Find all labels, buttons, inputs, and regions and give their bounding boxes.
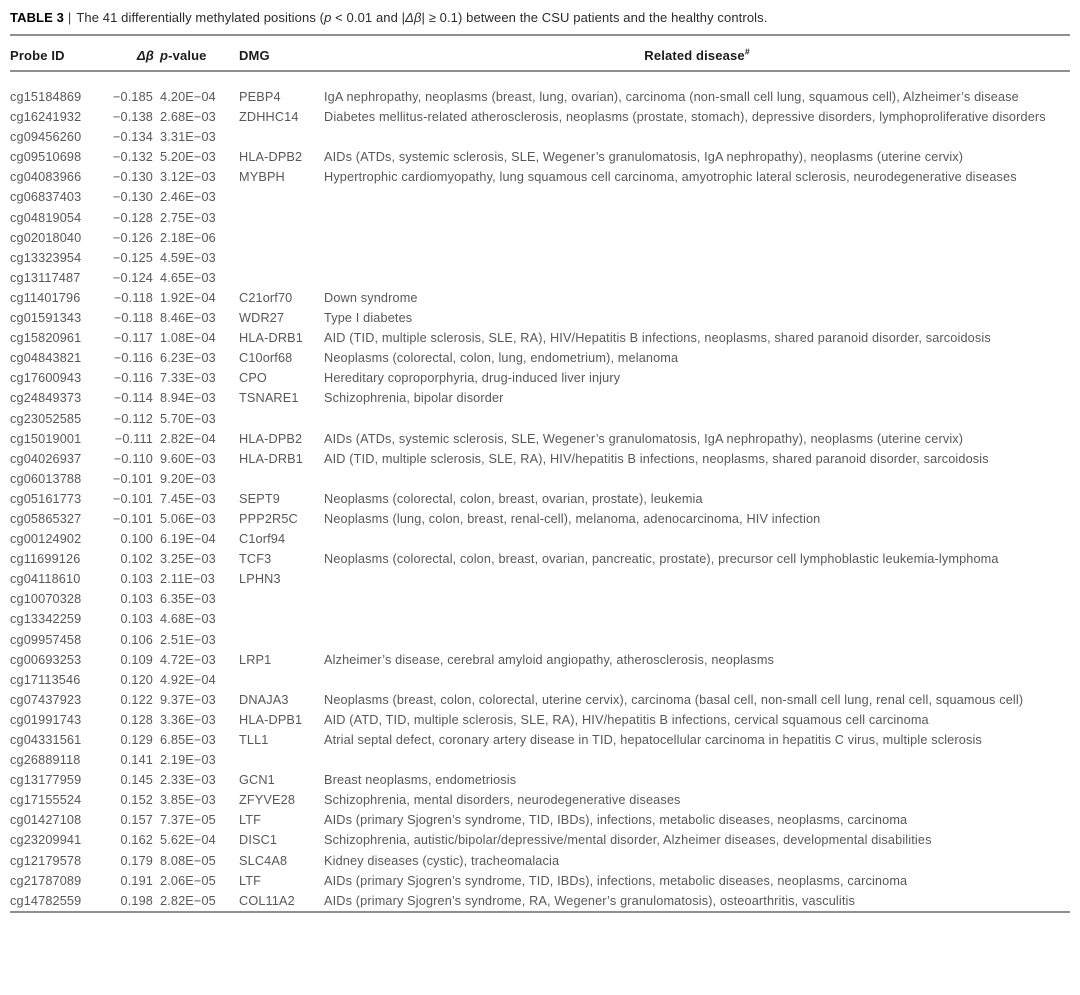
dmg-cell: PPP2R5C (239, 511, 298, 526)
dmg-cell (239, 187, 324, 207)
p-value-cell: 7.33E−03 (160, 371, 216, 386)
probe-id-cell: cg11401796 (10, 290, 81, 305)
dmg-cell: HLA-DRB1 (239, 451, 303, 466)
delta-beta-cell: −0.101 (112, 471, 153, 486)
delta-beta-cell: 0.145 (120, 773, 153, 788)
table-row (10, 127, 1070, 147)
dmg-cell: SLC4A8 (239, 853, 288, 868)
related-disease-cell: Hereditary coproporphyria, drug-induced liver injury (324, 371, 621, 386)
dmg-cell: CPO (239, 371, 267, 386)
related-disease-cell: Schizophrenia, bipolar disorder (324, 391, 504, 406)
dmg-cell: LRP1 (239, 652, 272, 667)
table-row (10, 730, 1070, 750)
table-row (10, 650, 1070, 670)
probe-id-cell: cg01991743 (10, 712, 82, 727)
probe-id-cell: cg04118610 (10, 572, 81, 587)
dmg-cell (239, 589, 324, 609)
related-disease-cell: AIDs (ATDs, systemic sclerosis, SLE, Wegener’s granulomatosis, IgA nephropathy), neoplasms (uterine cervix) (324, 431, 964, 446)
related-disease-cell (324, 127, 1070, 147)
delta-beta-cell: 0.179 (120, 853, 153, 868)
table-bottom-rule (10, 911, 1070, 913)
p-value-cell: 2.82E−05 (160, 893, 216, 908)
dmg-cell: DNAJA3 (239, 692, 289, 707)
dmg-cell (239, 248, 324, 268)
p-value-cell: 2.82E−04 (160, 431, 216, 446)
probe-id-cell: cg04819054 (10, 210, 82, 225)
col-header-probe-id: Probe ID (10, 36, 112, 71)
dmg-cell: GCN1 (239, 773, 275, 788)
dmg-cell (239, 670, 324, 690)
p-value-cell: 2.75E−03 (160, 210, 216, 225)
p-value-cell: 4.68E−03 (160, 612, 216, 627)
related-disease-cell: Type I diabetes (324, 311, 413, 326)
table-caption-delta-beta-symbol: Δβ (405, 10, 422, 25)
probe-id-cell: cg21787089 (10, 873, 82, 888)
probe-id-cell: cg07437923 (10, 692, 82, 707)
table-row (10, 268, 1070, 288)
related-disease-cell: Schizophrenia, mental disorders, neurodegenerative diseases (324, 793, 681, 808)
table-row (10, 469, 1070, 489)
probe-id-cell: cg13323954 (10, 250, 82, 265)
probe-id-cell: cg14782559 (10, 893, 82, 908)
table-row (10, 569, 1070, 589)
dmg-cell: C21orf70 (239, 290, 293, 305)
table-row (10, 509, 1070, 529)
table-row (10, 208, 1070, 228)
probe-id-cell: cg00693253 (10, 652, 82, 667)
probe-id-cell: cg15820961 (10, 331, 82, 346)
probe-id-cell: cg04843821 (10, 351, 82, 366)
p-value-cell: 7.45E−03 (160, 491, 216, 506)
related-disease-cell (324, 750, 1070, 770)
related-disease-cell (324, 670, 1070, 690)
delta-beta-cell: −0.185 (112, 90, 153, 104)
table-row (10, 429, 1070, 449)
delta-beta-cell: 0.122 (120, 692, 153, 707)
col-header-p-value: p-value (160, 36, 239, 71)
related-disease-cell: Atrial septal defect, coronary artery disease in TID, hepatocellular carcinoma in hepatitis C virus, multiple sclerosis (324, 733, 982, 747)
related-disease-cell: Neoplasms (colorectal, colon, breast, ovarian, prostate), leukemia (324, 491, 703, 506)
delta-beta-cell: 0.198 (120, 893, 153, 908)
p-value-cell: 6.85E−03 (160, 733, 216, 747)
table-row (10, 830, 1070, 850)
p-value-cell: 2.18E−06 (160, 230, 216, 245)
p-value-cell: 4.59E−03 (160, 250, 216, 265)
p-value-cell: 1.08E−04 (160, 331, 216, 346)
dmg-cell: COL11A2 (239, 893, 295, 908)
dmg-cell (239, 409, 324, 429)
probe-id-cell: cg06013788 (10, 471, 82, 486)
table-row (10, 690, 1070, 710)
related-disease-cell (324, 409, 1070, 429)
delta-beta-cell: −0.128 (112, 210, 153, 225)
p-value-cell: 6.23E−03 (160, 351, 216, 366)
delta-beta-cell: −0.112 (113, 411, 153, 426)
table-row (10, 710, 1070, 730)
p-value-cell: 2.46E−03 (160, 190, 216, 205)
related-disease-cell: Neoplasms (breast, colon, colorectal, uterine cervix), carcinoma (basal cell, non-small cell lung, renal cell, squamous cell) (324, 692, 1024, 707)
delta-beta-cell: −0.132 (112, 150, 153, 165)
p-value-cell: 3.85E−03 (160, 793, 216, 808)
probe-id-cell: cg01427108 (10, 813, 82, 828)
dmg-cell: DISC1 (239, 833, 278, 848)
delta-beta-cell: −0.101 (112, 511, 153, 526)
delta-beta-cell: −0.124 (112, 270, 153, 285)
probe-id-cell: cg00124902 (10, 532, 82, 547)
table-row (10, 891, 1070, 911)
table-caption-label: TABLE 3 (10, 10, 64, 25)
delta-beta-cell: 0.102 (120, 552, 153, 567)
delta-beta-cell: −0.114 (113, 391, 153, 406)
p-value-cell: 9.60E−03 (160, 451, 216, 466)
related-disease-cell: Hypertrophic cardiomyopathy, lung squamous cell carcinoma, amyotrophic lateral sclerosis, neurodegenerative diseases (324, 170, 1017, 185)
delta-beta-cell: −0.138 (112, 110, 153, 125)
delta-beta-cell: 0.128 (120, 712, 153, 727)
probe-id-cell: cg04083966 (10, 170, 82, 185)
dmg-cell: C1orf94 (239, 532, 286, 547)
delta-beta-cell: −0.134 (112, 130, 153, 145)
table-row (10, 107, 1070, 127)
probe-id-cell: cg04331561 (10, 733, 82, 747)
probe-id-cell: cg15184869 (10, 90, 82, 104)
dmg-cell: TLL1 (239, 733, 269, 747)
related-disease-cell: AID (ATD, TID, multiple sclerosis, SLE, RA), HIV/hepatitis B infections, cervical squamous cell carcinoma (324, 712, 929, 727)
p-value-cell: 7.37E−05 (160, 813, 216, 828)
table-row (10, 670, 1070, 690)
dmg-cell (239, 268, 324, 288)
p-value-cell: 5.06E−03 (160, 511, 216, 526)
col-header-dmg: DMG (239, 36, 324, 71)
p-value-cell: 3.25E−03 (160, 552, 216, 567)
table-row (10, 248, 1070, 268)
dmg-cell: MYBPH (239, 170, 285, 185)
table-row (10, 147, 1070, 167)
delta-beta-cell: −0.125 (112, 250, 153, 265)
related-disease-cell (324, 208, 1070, 228)
p-value-cell: 3.36E−03 (160, 712, 216, 727)
dmg-cell: PEBP4 (239, 90, 281, 104)
table-row (10, 449, 1070, 469)
probe-id-cell: cg05865327 (10, 511, 82, 526)
col-header-delta-beta: Δβ (112, 36, 160, 71)
p-value-cell: 8.46E−03 (160, 311, 216, 326)
table-header-row (10, 36, 1070, 71)
dmg-cell: C10orf68 (239, 351, 293, 366)
delta-beta-cell: −0.110 (113, 451, 153, 466)
dmg-cell: LTF (239, 873, 262, 888)
dmg-cell: HLA-DPB2 (239, 431, 303, 446)
dmg-cell (239, 469, 324, 489)
table-row (10, 308, 1070, 328)
delta-beta-cell: −0.118 (113, 290, 153, 305)
table-row (10, 409, 1070, 429)
related-disease-cell (324, 569, 1070, 589)
dmg-cell: LTF (239, 813, 262, 828)
probe-id-cell: cg17155524 (10, 793, 82, 808)
probe-id-cell: cg05161773 (10, 491, 82, 506)
related-disease-cell: Neoplasms (colorectal, colon, breast, ovarian, pancreatic, prostate), precursor cell lymphoblastic leukemia-lymphoma (324, 552, 999, 567)
table-row (10, 790, 1070, 810)
delta-beta-cell: 0.106 (120, 632, 153, 647)
dmg-cell (239, 127, 324, 147)
table-row (10, 489, 1070, 509)
related-disease-cell (324, 469, 1070, 489)
related-disease-cell (324, 529, 1070, 549)
delta-beta-cell: −0.130 (112, 170, 153, 185)
delta-beta-cell: 0.103 (120, 592, 153, 607)
dmg-cell: TCF3 (239, 552, 272, 567)
delta-beta-cell: −0.117 (113, 331, 153, 346)
related-disease-cell: AIDs (ATDs, systemic sclerosis, SLE, Wegener’s granulomatosis, IgA nephropathy), neoplasms (uterine cervix) (324, 150, 964, 165)
dmg-cell (239, 228, 324, 248)
delta-beta-cell: −0.130 (112, 190, 153, 205)
probe-id-cell: cg26889118 (10, 753, 81, 768)
dmg-cell: WDR27 (239, 311, 285, 326)
delta-beta-cell: 0.129 (120, 733, 153, 747)
table-row (10, 529, 1070, 549)
delta-beta-cell: 0.100 (120, 532, 153, 547)
dmg-cell: HLA-DPB2 (239, 150, 303, 165)
probe-id-cell: cg17600943 (10, 371, 82, 386)
probe-id-cell: cg12179578 (10, 853, 82, 868)
probe-id-cell: cg16241932 (10, 110, 82, 125)
related-disease-cell (324, 248, 1070, 268)
probe-id-cell: cg23209941 (10, 833, 82, 848)
table-body (10, 71, 1070, 911)
related-disease-cell: IgA nephropathy, neoplasms (breast, lung, ovarian), carcinoma (non-small cell lung, squamous cell), Alzheimer’s disease (324, 90, 1019, 104)
p-value-cell: 1.92E−04 (160, 290, 216, 305)
footnote-marker: # (744, 46, 750, 57)
delta-beta-cell: −0.116 (113, 371, 153, 386)
table-row (10, 750, 1070, 770)
probe-id-cell: cg23052585 (10, 411, 82, 426)
p-value-cell: 2.33E−03 (160, 773, 216, 788)
table-caption (10, 9, 1070, 36)
p-value-cell: 5.20E−03 (160, 150, 216, 165)
dmg-cell (239, 750, 324, 770)
probe-id-cell: cg13177959 (10, 773, 82, 788)
probe-id-cell: cg10070328 (10, 592, 82, 607)
related-disease-cell: Neoplasms (colorectal, colon, lung, endometrium), melanoma (324, 351, 679, 366)
related-disease-cell: AIDs (primary Sjogren’s syndrome, TID, IBDs), infections, metabolic diseases, neoplasms, carcinoma (324, 813, 908, 828)
related-disease-cell: AID (TID, multiple sclerosis, SLE, RA), HIV/hepatitis B infections, neoplasms, shared paranoid disorder, sarcoidosis (324, 451, 989, 466)
delta-beta-cell: −0.116 (113, 351, 153, 366)
related-disease-cell: Kidney diseases (cystic), tracheomalacia (324, 853, 560, 868)
table-caption-text-mid: < 0.01 and | (331, 10, 406, 25)
dmg-cell: ZFYVE28 (239, 793, 296, 808)
probe-id-cell: cg09456260 (10, 130, 82, 145)
probe-id-cell: cg04026937 (10, 451, 82, 466)
dmg-cell (239, 630, 324, 650)
table-caption-text-post: | ≥ 0.1) between the CSU patients and the healthy controls. (421, 10, 768, 25)
probe-id-cell: cg06837403 (10, 190, 82, 205)
delta-beta-cell: 0.157 (120, 813, 153, 828)
related-disease-cell: Alzheimer’s disease, cerebral amyloid angiopathy, atherosclerosis, neoplasms (324, 652, 775, 667)
dmg-cell: LPHN3 (239, 572, 281, 587)
p-value-cell: 3.31E−03 (160, 130, 216, 145)
p-value-cell: 2.06E−05 (160, 873, 216, 888)
delta-beta-cell: 0.191 (120, 873, 153, 888)
table-row (10, 851, 1070, 871)
table-row (10, 167, 1070, 187)
col-header-related-disease: Related disease# (324, 36, 1070, 71)
related-disease-cell (324, 630, 1070, 650)
probe-id-cell: cg01591343 (10, 311, 82, 326)
p-value-cell: 2.51E−03 (160, 632, 216, 647)
probe-id-cell: cg15019001 (10, 431, 82, 446)
table-row (10, 630, 1070, 650)
related-disease-cell: Breast neoplasms, endometriosis (324, 773, 517, 788)
p-value-cell: 6.35E−03 (160, 592, 216, 607)
delta-beta-cell: 0.103 (120, 572, 153, 587)
related-disease-cell (324, 187, 1070, 207)
p-value-cell: 2.68E−03 (160, 110, 216, 125)
probe-id-cell: cg13117487 (10, 270, 81, 285)
delta-beta-cell: −0.111 (114, 431, 153, 446)
related-disease-cell: Diabetes mellitus-related atherosclerosis, neoplasms (prostate, stomach), depressive disorders, lymphoproliferative disorders (324, 110, 1046, 125)
table-row (10, 388, 1070, 408)
table-row (10, 328, 1070, 348)
p-value-cell: 3.12E−03 (160, 170, 216, 185)
table-row (10, 589, 1070, 609)
dmg-cell (239, 609, 324, 629)
p-value-cell: 4.20E−04 (160, 90, 216, 104)
delta-beta-cell: −0.118 (113, 311, 153, 326)
related-disease-cell: Schizophrenia, autistic/bipolar/depressive/mental disorder, Alzheimer diseases, developmental disabilities (324, 833, 932, 848)
table-row (10, 770, 1070, 790)
p-value-cell: 6.19E−04 (160, 532, 216, 547)
probe-id-cell: cg09510698 (10, 150, 82, 165)
probe-id-cell: cg09957458 (10, 632, 82, 647)
p-value-cell: 4.72E−03 (160, 652, 216, 667)
delta-beta-cell: 0.162 (120, 833, 153, 848)
p-value-cell: 8.94E−03 (160, 391, 216, 406)
table-caption-text-pre: The 41 differentially methylated positions ( (76, 10, 325, 25)
related-disease-cell: AIDs (primary Sjogren’s syndrome, TID, IBDs), infections, metabolic diseases, neoplasms, carcinoma (324, 873, 908, 888)
p-value-cell: 2.11E−03 (160, 572, 215, 587)
table-row (10, 288, 1070, 308)
dmg-cell: ZDHHC14 (239, 110, 299, 125)
p-value-cell: 2.19E−03 (160, 753, 216, 768)
dmg-cell: HLA-DRB1 (239, 331, 303, 346)
table-caption-p-symbol: p (324, 10, 332, 25)
delta-beta-cell: 0.152 (120, 793, 153, 808)
table-row (10, 871, 1070, 891)
table-row (10, 549, 1070, 569)
probe-id-cell: cg11699126 (10, 552, 81, 567)
dmg-cell: SEPT9 (239, 491, 280, 506)
table-row (10, 228, 1070, 248)
p-value-cell: 4.65E−03 (160, 270, 216, 285)
delta-beta-cell: 0.109 (120, 652, 153, 667)
delta-beta-cell: 0.103 (120, 612, 153, 627)
related-disease-cell: AID (TID, multiple sclerosis, SLE, RA), HIV/Hepatitis B infections, neoplasms, shared paranoid disorder, sarcoidosis (324, 331, 991, 346)
methylation-table (10, 36, 1070, 911)
probe-id-cell: cg17113546 (10, 672, 81, 687)
related-disease-cell: Down syndrome (324, 290, 418, 305)
p-value-cell: 5.70E−03 (160, 411, 216, 426)
delta-beta-cell: −0.101 (112, 491, 153, 506)
delta-beta-cell: 0.141 (120, 753, 153, 768)
related-disease-cell (324, 268, 1070, 288)
probe-id-cell: cg13342259 (10, 612, 82, 627)
table-row (10, 810, 1070, 830)
dmg-cell (239, 208, 324, 228)
related-disease-cell: Neoplasms (lung, colon, breast, renal-cell), melanoma, adenocarcinoma, HIV infection (324, 511, 821, 526)
delta-beta-cell: 0.120 (120, 672, 153, 687)
table-caption-separator: | (67, 10, 72, 25)
probe-id-cell: cg02018040 (10, 230, 82, 245)
delta-beta-cell: −0.126 (112, 230, 153, 245)
related-disease-cell (324, 609, 1070, 629)
p-value-cell: 5.62E−04 (160, 833, 216, 848)
dmg-cell: TSNARE1 (239, 391, 299, 406)
p-value-cell: 9.20E−03 (160, 471, 216, 486)
table-row (10, 609, 1070, 629)
probe-id-cell: cg24849373 (10, 391, 82, 406)
dmg-cell: HLA-DPB1 (239, 712, 303, 727)
table-row (10, 187, 1070, 207)
related-disease-cell (324, 589, 1070, 609)
p-value-cell: 4.92E−04 (160, 672, 216, 687)
table-row (10, 71, 1070, 107)
table-row (10, 368, 1070, 388)
related-disease-cell (324, 228, 1070, 248)
p-value-cell: 8.08E−05 (160, 853, 216, 868)
p-value-cell: 9.37E−03 (160, 692, 216, 707)
table-row (10, 348, 1070, 368)
related-disease-cell: AIDs (primary Sjogren’s syndrome, RA, Wegener’s granulomatosis), osteoarthritis, vasculitis (324, 893, 855, 908)
